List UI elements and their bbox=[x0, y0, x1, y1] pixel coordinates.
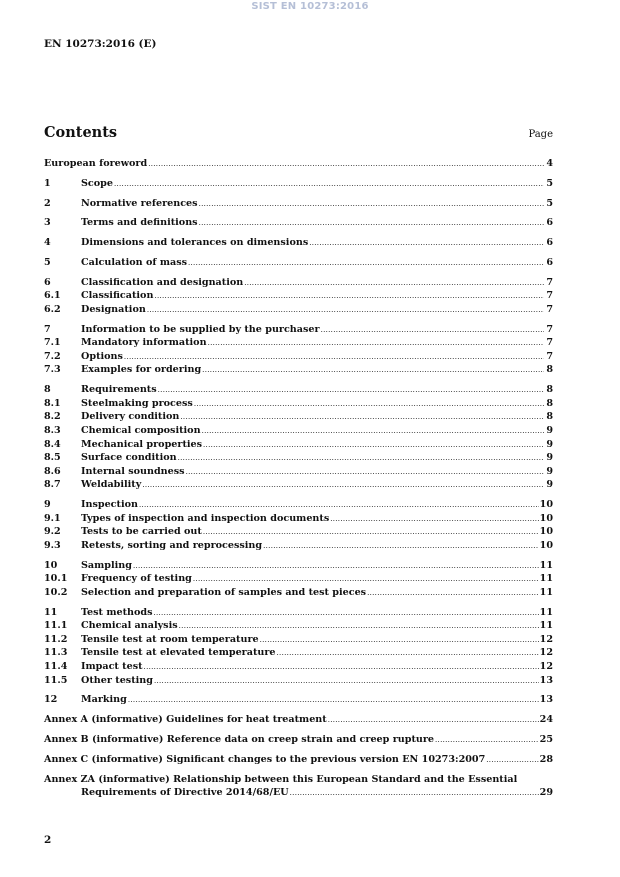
toc-dot-leader bbox=[199, 217, 544, 231]
toc-entry-number: 9.2 bbox=[44, 526, 61, 538]
toc-entry[interactable] bbox=[44, 383, 553, 397]
toc-entry[interactable] bbox=[44, 177, 553, 191]
toc-entry-title: Test methods bbox=[81, 606, 153, 618]
toc-dot-leader bbox=[290, 787, 539, 801]
toc-entry-page: 9 bbox=[546, 425, 553, 436]
toc-entry-title: Terms and definitions bbox=[81, 217, 198, 229]
toc-entry-title: Selection and preparation of samples and test pieces bbox=[81, 586, 367, 598]
toc-entry-page: 13 bbox=[539, 694, 553, 706]
table-of-contents bbox=[44, 157, 553, 800]
toc-entry-page: 7 bbox=[546, 303, 553, 315]
toc-entry-title: Inspection bbox=[81, 499, 138, 511]
toc-entry-title: Chemical analysis bbox=[81, 620, 178, 632]
toc-entry-title: Delivery condition bbox=[81, 411, 180, 423]
toc-entry-number: 7 bbox=[44, 323, 51, 335]
toc-entry-title: Tensile test at room temperature bbox=[81, 633, 259, 645]
toc-dot-leader bbox=[144, 661, 539, 675]
toc-entry[interactable] bbox=[44, 303, 553, 317]
toc-entry-page: 11 bbox=[539, 573, 553, 585]
toc-entry-title: Types of inspection and inspection documents bbox=[81, 512, 330, 524]
toc-entry-page: 8 bbox=[546, 397, 553, 409]
toc-entry-page: 11 bbox=[539, 559, 553, 571]
contents-heading: Contents bbox=[44, 124, 118, 141]
toc-entry-number: 6.2 bbox=[44, 303, 61, 315]
toc-dot-leader bbox=[186, 466, 544, 480]
toc-entry[interactable] bbox=[44, 256, 553, 270]
toc-entry-number: 5 bbox=[44, 256, 51, 268]
toc-entry-title: Designation bbox=[81, 303, 146, 315]
toc-entry[interactable] bbox=[44, 512, 553, 526]
toc-entry[interactable] bbox=[44, 773, 553, 787]
toc-entry[interactable] bbox=[44, 289, 553, 303]
toc-entry-title: Other testing bbox=[81, 674, 153, 686]
toc-entry-number: 9 bbox=[44, 499, 51, 511]
toc-entry[interactable] bbox=[44, 478, 553, 492]
toc-dot-leader bbox=[154, 675, 539, 689]
toc-dot-leader bbox=[133, 560, 539, 574]
toc-dot-leader bbox=[124, 351, 544, 365]
page-number: 2 bbox=[44, 834, 52, 846]
toc-dot-leader bbox=[202, 425, 544, 439]
toc-entry[interactable] bbox=[44, 197, 553, 211]
toc-entry-number: 1 bbox=[44, 177, 51, 189]
toc-entry-page: 9 bbox=[546, 465, 553, 477]
toc-dot-leader bbox=[154, 290, 544, 304]
toc-entry-page: 9 bbox=[546, 452, 553, 464]
toc-entry-title: Dimensions and tolerances on dimensions bbox=[81, 237, 309, 249]
toc-entry-page: 10 bbox=[539, 499, 553, 511]
toc-dot-leader bbox=[277, 647, 539, 661]
toc-entry-title: Mandatory information bbox=[81, 337, 207, 349]
toc-entry[interactable] bbox=[44, 438, 553, 452]
toc-entry-title: Classification and designation bbox=[81, 276, 244, 288]
toc-entry-title: Steelmaking process bbox=[81, 397, 193, 409]
toc-dot-leader bbox=[147, 304, 544, 318]
toc-dot-leader bbox=[367, 587, 539, 601]
toc-entry-number: 11.5 bbox=[44, 674, 68, 686]
toc-entry-title: European foreword bbox=[44, 158, 148, 169]
toc-entry-number: 12 bbox=[44, 694, 58, 706]
document-id: EN 10273:2016 (E) bbox=[44, 38, 157, 50]
toc-entry-page: 7 bbox=[546, 350, 553, 362]
toc-entry[interactable] bbox=[44, 276, 553, 290]
toc-dot-leader bbox=[142, 479, 544, 493]
toc-entry-page: 4 bbox=[546, 158, 553, 169]
toc-dot-leader bbox=[321, 324, 544, 338]
toc-entry[interactable] bbox=[44, 498, 553, 512]
toc-entry-page: 12 bbox=[539, 633, 553, 645]
toc-entry-number: 9.3 bbox=[44, 539, 61, 551]
toc-dot-leader bbox=[260, 634, 539, 648]
toc-dot-leader bbox=[188, 257, 544, 271]
toc-entry-title: Retests, sorting and reprocessing bbox=[81, 539, 263, 551]
toc-entry-number: 7.2 bbox=[44, 350, 61, 362]
toc-dot-leader bbox=[194, 398, 544, 412]
toc-entry[interactable] bbox=[44, 586, 553, 600]
toc-entry-title: Classification bbox=[81, 290, 154, 302]
toc-entry-number: 8.5 bbox=[44, 452, 61, 464]
toc-dot-leader bbox=[193, 573, 539, 587]
toc-entry-page: 9 bbox=[546, 479, 553, 491]
toc-entry-number: 8 bbox=[44, 384, 51, 396]
toc-entry-number: 9.1 bbox=[44, 512, 61, 524]
toc-entry[interactable] bbox=[44, 236, 553, 250]
toc-entry-title: Annex A (informative) Guidelines for heat treatment bbox=[44, 714, 327, 726]
toc-entry-title: Internal soundness bbox=[81, 465, 185, 477]
toc-entry-page: 28 bbox=[539, 753, 553, 765]
toc-entry-page: 10 bbox=[539, 539, 553, 551]
toc-entry-number: 4 bbox=[44, 237, 51, 249]
toc-dot-leader bbox=[153, 607, 538, 621]
toc-entry-number: 8.7 bbox=[44, 479, 61, 491]
toc-entry-page: 7 bbox=[546, 276, 553, 288]
toc-entry[interactable] bbox=[44, 323, 553, 337]
toc-dot-leader bbox=[128, 694, 539, 708]
toc-entry[interactable] bbox=[44, 424, 553, 438]
toc-entry-title: Requirements of Directive 2014/68/EU bbox=[81, 787, 289, 799]
toc-dot-leader bbox=[244, 277, 544, 291]
toc-entry-title: Normative references bbox=[81, 197, 198, 209]
toc-dot-leader bbox=[203, 439, 544, 453]
toc-entry-page: 12 bbox=[539, 647, 553, 659]
toc-entry-page: 12 bbox=[539, 661, 553, 673]
toc-entry[interactable] bbox=[44, 397, 553, 411]
toc-dot-leader bbox=[199, 198, 544, 212]
toc-entry-page: 6 bbox=[546, 256, 553, 268]
toc-entry-page: 8 bbox=[546, 384, 553, 396]
toc-entry-title: Weldability bbox=[81, 479, 142, 491]
toc-entry[interactable] bbox=[44, 157, 553, 171]
toc-entry-number: 11.4 bbox=[44, 661, 68, 673]
toc-entry-title: Impact test bbox=[81, 661, 143, 673]
toc-entry-page: 10 bbox=[539, 526, 553, 538]
toc-entry[interactable] bbox=[44, 410, 553, 424]
toc-entry[interactable] bbox=[44, 619, 553, 633]
toc-entry[interactable] bbox=[44, 646, 553, 660]
toc-entry-page: 11 bbox=[539, 606, 553, 618]
toc-dot-leader bbox=[202, 364, 544, 378]
toc-entry-title: Information to be supplied by the purchaser bbox=[81, 323, 320, 335]
toc-dot-leader bbox=[148, 158, 544, 172]
toc-entry-page: 8 bbox=[546, 364, 553, 376]
toc-entry-title: Surface condition bbox=[81, 452, 177, 464]
toc-entry[interactable] bbox=[44, 693, 553, 707]
toc-entry-number: 8.3 bbox=[44, 425, 61, 436]
toc-entry[interactable] bbox=[44, 786, 553, 800]
toc-dot-leader bbox=[139, 499, 539, 513]
toc-entry-page: 11 bbox=[539, 586, 553, 598]
toc-entry-title: Scope bbox=[81, 177, 113, 189]
toc-entry-number: 7.1 bbox=[44, 337, 61, 349]
toc-entry-number: 11 bbox=[44, 606, 58, 618]
toc-entry[interactable] bbox=[44, 465, 553, 479]
toc-entry[interactable] bbox=[44, 674, 553, 688]
toc-entry[interactable] bbox=[44, 660, 553, 674]
toc-entry-number: 7.3 bbox=[44, 364, 61, 376]
toc-entry[interactable] bbox=[44, 733, 553, 747]
toc-entry-title: Mechanical properties bbox=[81, 438, 203, 450]
toc-dot-leader bbox=[158, 384, 544, 398]
toc-dot-leader bbox=[435, 734, 539, 748]
toc-entry-title: Marking bbox=[81, 694, 127, 706]
toc-entry[interactable] bbox=[44, 451, 553, 465]
toc-entry-page: 29 bbox=[539, 787, 553, 799]
toc-entry-number: 8.2 bbox=[44, 411, 61, 423]
toc-entry-page: 25 bbox=[539, 734, 553, 745]
toc-dot-leader bbox=[208, 337, 544, 351]
toc-dot-leader bbox=[309, 237, 544, 251]
toc-entry-page: 5 bbox=[546, 177, 553, 189]
toc-entry-page: 8 bbox=[546, 411, 553, 423]
toc-entry-number: 10 bbox=[44, 559, 58, 571]
toc-entry-title: Options bbox=[81, 350, 123, 362]
toc-entry[interactable] bbox=[44, 753, 553, 767]
toc-entry-page: 7 bbox=[546, 337, 553, 349]
toc-dot-leader bbox=[114, 178, 544, 192]
toc-entry[interactable] bbox=[44, 606, 553, 620]
toc-entry-number: 3 bbox=[44, 217, 51, 229]
toc-entry-title: Requirements bbox=[81, 384, 157, 396]
toc-dot-leader bbox=[486, 754, 538, 768]
toc-entry[interactable] bbox=[44, 216, 553, 230]
toc-entry-title: Sampling bbox=[81, 559, 132, 571]
toc-entry-number: 10.2 bbox=[44, 586, 68, 598]
toc-entry-number: 2 bbox=[44, 197, 51, 209]
toc-entry-title: Annex ZA (informative) Relationship between this European Standard and the Essential bbox=[44, 773, 518, 785]
toc-entry[interactable] bbox=[44, 633, 553, 647]
toc-entry-number: 11.2 bbox=[44, 633, 68, 645]
toc-entry-number: 10.1 bbox=[44, 573, 68, 585]
toc-dot-leader bbox=[328, 714, 539, 728]
toc-entry-title: Tensile test at elevated temperature bbox=[81, 647, 276, 659]
toc-entry[interactable] bbox=[44, 363, 553, 377]
toc-entry-page: 6 bbox=[546, 217, 553, 229]
toc-entry-number: 6.1 bbox=[44, 290, 61, 302]
toc-entry-page: 7 bbox=[546, 290, 553, 302]
toc-entry-title: Examples for ordering bbox=[81, 364, 202, 376]
toc-entry-page: 7 bbox=[546, 323, 553, 335]
toc-entry-page: 10 bbox=[539, 512, 553, 524]
toc-entry-page: 5 bbox=[546, 197, 553, 209]
toc-entry-number: 8.6 bbox=[44, 465, 61, 477]
toc-entry[interactable] bbox=[44, 559, 553, 573]
toc-entry[interactable] bbox=[44, 572, 553, 586]
toc-entry-page: 13 bbox=[539, 674, 553, 686]
toc-entry[interactable] bbox=[44, 350, 553, 364]
page-column-label: Page bbox=[528, 129, 553, 140]
toc-entry-number: 11.1 bbox=[44, 620, 68, 632]
toc-dot-leader bbox=[263, 540, 539, 554]
toc-entry-title: Frequency of testing bbox=[81, 573, 192, 585]
toc-entry-title: Tests to be carried out bbox=[81, 526, 202, 538]
toc-dot-leader bbox=[330, 513, 538, 527]
toc-entry-page: 24 bbox=[539, 714, 553, 726]
toc-entry-page: 9 bbox=[546, 438, 553, 450]
toc-entry-title: Annex B (informative) Reference data on creep strain and creep rupture bbox=[44, 734, 435, 745]
toc-entry-number: 8.4 bbox=[44, 438, 61, 450]
toc-dot-leader bbox=[203, 526, 539, 540]
toc-entry-number: 8.1 bbox=[44, 397, 61, 409]
toc-dot-leader bbox=[178, 452, 544, 466]
toc-entry-number: 11.3 bbox=[44, 647, 68, 659]
toc-entry-page: 11 bbox=[539, 620, 553, 632]
toc-entry[interactable] bbox=[44, 539, 553, 553]
toc-entry-number: 6 bbox=[44, 276, 51, 288]
toc-entry[interactable] bbox=[44, 525, 553, 539]
toc-entry[interactable] bbox=[44, 713, 553, 727]
toc-dot-leader bbox=[180, 411, 544, 425]
toc-dot-leader bbox=[179, 620, 539, 634]
toc-entry-title: Chemical composition bbox=[81, 425, 201, 436]
toc-entry-page: 6 bbox=[546, 237, 553, 249]
toc-entry-title: Annex C (informative) Significant changes to the previous version EN 10273:2007 bbox=[44, 753, 486, 765]
toc-entry[interactable] bbox=[44, 336, 553, 350]
watermark: SIST EN 10273:2016 bbox=[251, 1, 369, 12]
toc-entry-title: Calculation of mass bbox=[81, 256, 187, 268]
